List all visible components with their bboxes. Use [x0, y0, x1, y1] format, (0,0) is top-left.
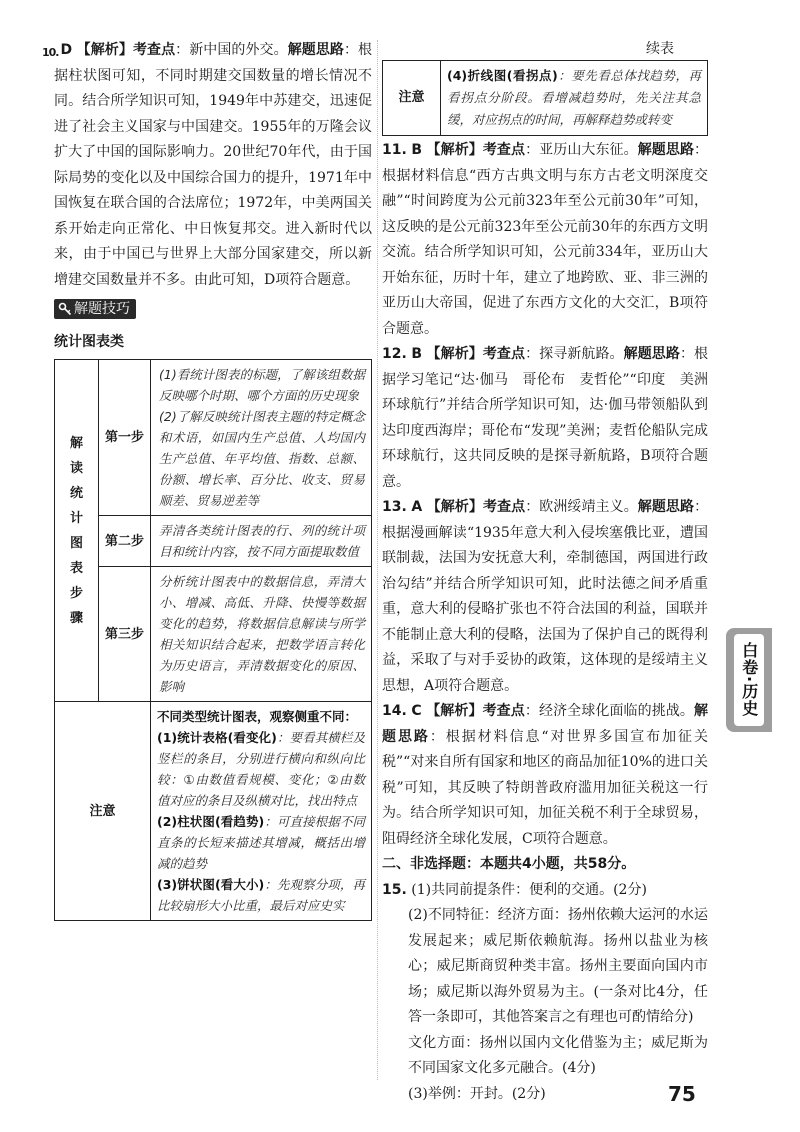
- note-head: 不同类型统计图表，观察侧重不同：: [157, 709, 358, 724]
- analysis-tag: 【解析】: [76, 42, 133, 58]
- kp-text: ：探寻新航路。: [525, 346, 624, 362]
- step-content: 弄清各类统计图表的行、列的统计项目和统计内容，按不同方面提取数值: [151, 516, 372, 567]
- tips-label-box: [54, 299, 136, 319]
- key-icon: [56, 300, 74, 318]
- analysis-text: ：根据漫画解读“1935年意大利入侵埃塞俄比亚，遭国联制裁，法国为安抚意大利，牵制德国，两国进行政治勾结”并结合所学知识可知，此时法德之间矛盾重重，意大利的侵略扩张也不符合法国的利益，国联并不能制止意大利的侵略，法国为了保护自己的既得利益，采取了与对手妥协的政策，这体现的是绥靖主义思想，A项符合题意。: [382, 499, 709, 694]
- step-name: 第三步: [99, 567, 151, 702]
- analysis-tag: 【解析】: [426, 499, 483, 515]
- right-column: [382, 38, 722, 1107]
- question-13: [382, 495, 708, 699]
- answer: D: [60, 42, 73, 58]
- answer: A: [411, 499, 423, 515]
- item-text: ：要先看总体找趋势，再看拐点分阶段。看增减趋势时，先关注其急缓，对应拐点的时间，再解释趋势或转变: [447, 68, 701, 127]
- question-15: [382, 878, 708, 1108]
- continued-table-title: 续表: [646, 41, 674, 57]
- kp-text: ：亚历山大东征。: [525, 142, 638, 158]
- stat-method-table: [54, 359, 372, 921]
- question-number: 12.: [382, 346, 407, 362]
- read-steps-label: 解 读 统 计 图 表 步 骤: [55, 360, 99, 702]
- step-1-point-1: (1)看统计图表的标题，了解该组数据反映哪个时期、哪个方面的历史现象: [159, 367, 365, 403]
- note-2: [157, 811, 365, 874]
- step-content: [151, 360, 372, 516]
- step-1-point-2: (2)了解反映统计图表主题的特定概念和术语，如国内生产总值、人均国内生产总值、年平均值、指数、总额、份额、增长率、百分比、收支、贸易顺差、贸易逆差等: [159, 409, 365, 508]
- analysis-tag: 【解析】: [426, 142, 483, 158]
- question-number: 15.: [382, 881, 407, 898]
- note-1-text: ：要看其横栏及竖栏的条目，分别进行横向和纵向比较：①由数值看规模、变化；②由数值对应的条目及纵横对比，找出特点: [157, 730, 365, 808]
- note-3-label: (3)饼状图(看大小): [157, 877, 265, 892]
- item-label: (4)折线图(看拐点): [447, 68, 558, 83]
- note-1: [157, 727, 365, 811]
- sl-label: 解题思路: [623, 346, 680, 362]
- note-label: 注意: [383, 61, 441, 136]
- kp-label: 考查点: [483, 499, 526, 515]
- kp-text: ：欧洲绥靖主义。: [525, 499, 638, 515]
- q15-part-3: (3)举例：开封。(2分): [408, 1085, 546, 1102]
- kp-text: ：新中国的外交。: [175, 42, 288, 58]
- question-number: 10.: [42, 46, 59, 59]
- step-content: 分析统计图表中的数据信息，弄清大小、增减、高低、升降、快慢等数据变化的趋势，将数据信息解读与所学相关知识结合起来，把数学语言转化为历史语言，弄清数据变化的原因、影响: [151, 567, 372, 702]
- answer: C: [411, 703, 422, 719]
- q15-part-2: (2)不同特征：经济方面：扬州依赖大运河的水运发展起来；威尼斯依赖航海。扬州以盐业为核心；威尼斯商贸种类丰富。扬州主要面向国内市场；威尼斯以海外贸易为主。(一条对比4分，任答一条即可，其他答案言之有理也可酌情给分): [408, 907, 708, 1025]
- note-2-label: (2)柱状图(看趋势): [157, 814, 265, 829]
- side-tab-label: 白卷·历史: [739, 642, 759, 718]
- analysis-text: ：根据柱状图可知，不同时期建交国数量的增长情况不同。结合所学知识可知，1949年中苏建交，迅速促进了社会主义国家与中国建交。1955年的万隆会议扩大了中国的国际影响力。20世纪70年代，由于国际局势的变化以及中国综合国力的提升，1971年中国恢复在联合国的合法席位；1972年，中美两国关系开始走向正常化、中日恢复邦交。进入新时代以来，由于中国已与世界上大部分国家建交，所以新增建交国数量并不多。由此可知，D项符合题意。: [54, 42, 373, 288]
- side-tab: [726, 628, 772, 732]
- question-14: [382, 699, 708, 852]
- q15-part-2b: 文化方面：扬州以国内文化借鉴为主；威尼斯为不同国家文化多元融合。(4分): [408, 1034, 708, 1076]
- note-3-text: ：先观察分项，再比较扇形大小比重，最后对应史实: [157, 877, 365, 913]
- analysis-text: ：根据学习笔记“达·伽马 哥伦布 麦哲伦”“印度 美洲 环球航行”并结合所学知识可知，达·伽马带领船队到达印度西海岸；哥伦布“发现”美洲；麦哲伦船队完成环球航行，这共同反映的是探寻新航路，B项符合题意。: [382, 346, 722, 490]
- note-1-label: (1)统计表格(看变化): [157, 730, 277, 745]
- answer: B: [411, 142, 423, 158]
- question-12: [382, 342, 722, 495]
- step-name: 第一步: [99, 360, 151, 516]
- sl-label: 解题思路: [637, 142, 695, 158]
- kp-label: 考查点: [132, 42, 176, 58]
- kp-label: 考查点: [482, 142, 526, 158]
- analysis-text: ：根据材料信息“西方古典文明与东方古老文明深度交融”“时间跨度为公元前323年至公元前30年”可知，这反映的是公元前323年至公元前30年的东西方文明交流。结合所学知识可知，公元前334年，亚历山大开始东征，历时十年，建立了地跨欧、亚、非三洲的亚历山大帝国，促进了东西方文化的大交汇，B项符合题意。: [382, 142, 709, 337]
- sl-label: 解题思路: [382, 703, 709, 745]
- analysis-tag: 【解析】: [426, 703, 483, 719]
- side-tab-inner: [734, 634, 764, 726]
- question-11: [382, 138, 708, 342]
- question-number: 14.: [382, 703, 407, 719]
- question-number: 13.: [382, 499, 407, 515]
- tips-label: 解题技巧: [74, 301, 130, 317]
- step-name: 第二步: [99, 516, 151, 567]
- analysis-tag: 【解析】: [426, 346, 483, 362]
- kp-text: ：经济全球化面临的挑战。: [524, 703, 695, 719]
- left-column: [42, 38, 373, 921]
- sl-label: 解题思路: [637, 499, 695, 515]
- kp-label: 考查点: [482, 703, 525, 719]
- kp-label: 考查点: [482, 346, 526, 362]
- note-2-text: ：可直接根据不同直条的长短来描述其增减，概括出增减的趋势: [157, 814, 365, 871]
- question-10: [42, 38, 373, 293]
- column-divider: [377, 40, 378, 1080]
- q15-part-1: (1)共同前提条件：便利的交通。(2分): [411, 881, 647, 898]
- continued-table: [382, 60, 708, 136]
- note-label: 注意: [55, 702, 151, 921]
- answer: B: [411, 346, 423, 362]
- page-number: 75: [668, 1082, 696, 1106]
- note-content: [441, 61, 708, 136]
- analysis-text: ：根据材料信息“对世界多国宣布加征关税”“对来自所有国家和地区的商品加征10%的进口关税”可知，其反映了特朗普政府滥用加征关税这一行为。结合所学知识可知，加征关税不利于全球贸易，阻碍经济全球化发展，C项符合题意。: [382, 728, 709, 847]
- section-heading: 二、非选择题：本题共4小题，共58分。: [382, 856, 636, 872]
- sl-label: 解题思路: [287, 42, 344, 58]
- note-content: [151, 702, 372, 921]
- note-3: [157, 874, 365, 916]
- tips-subhead: 统计图表类: [54, 333, 124, 350]
- question-number: 11.: [382, 142, 407, 158]
